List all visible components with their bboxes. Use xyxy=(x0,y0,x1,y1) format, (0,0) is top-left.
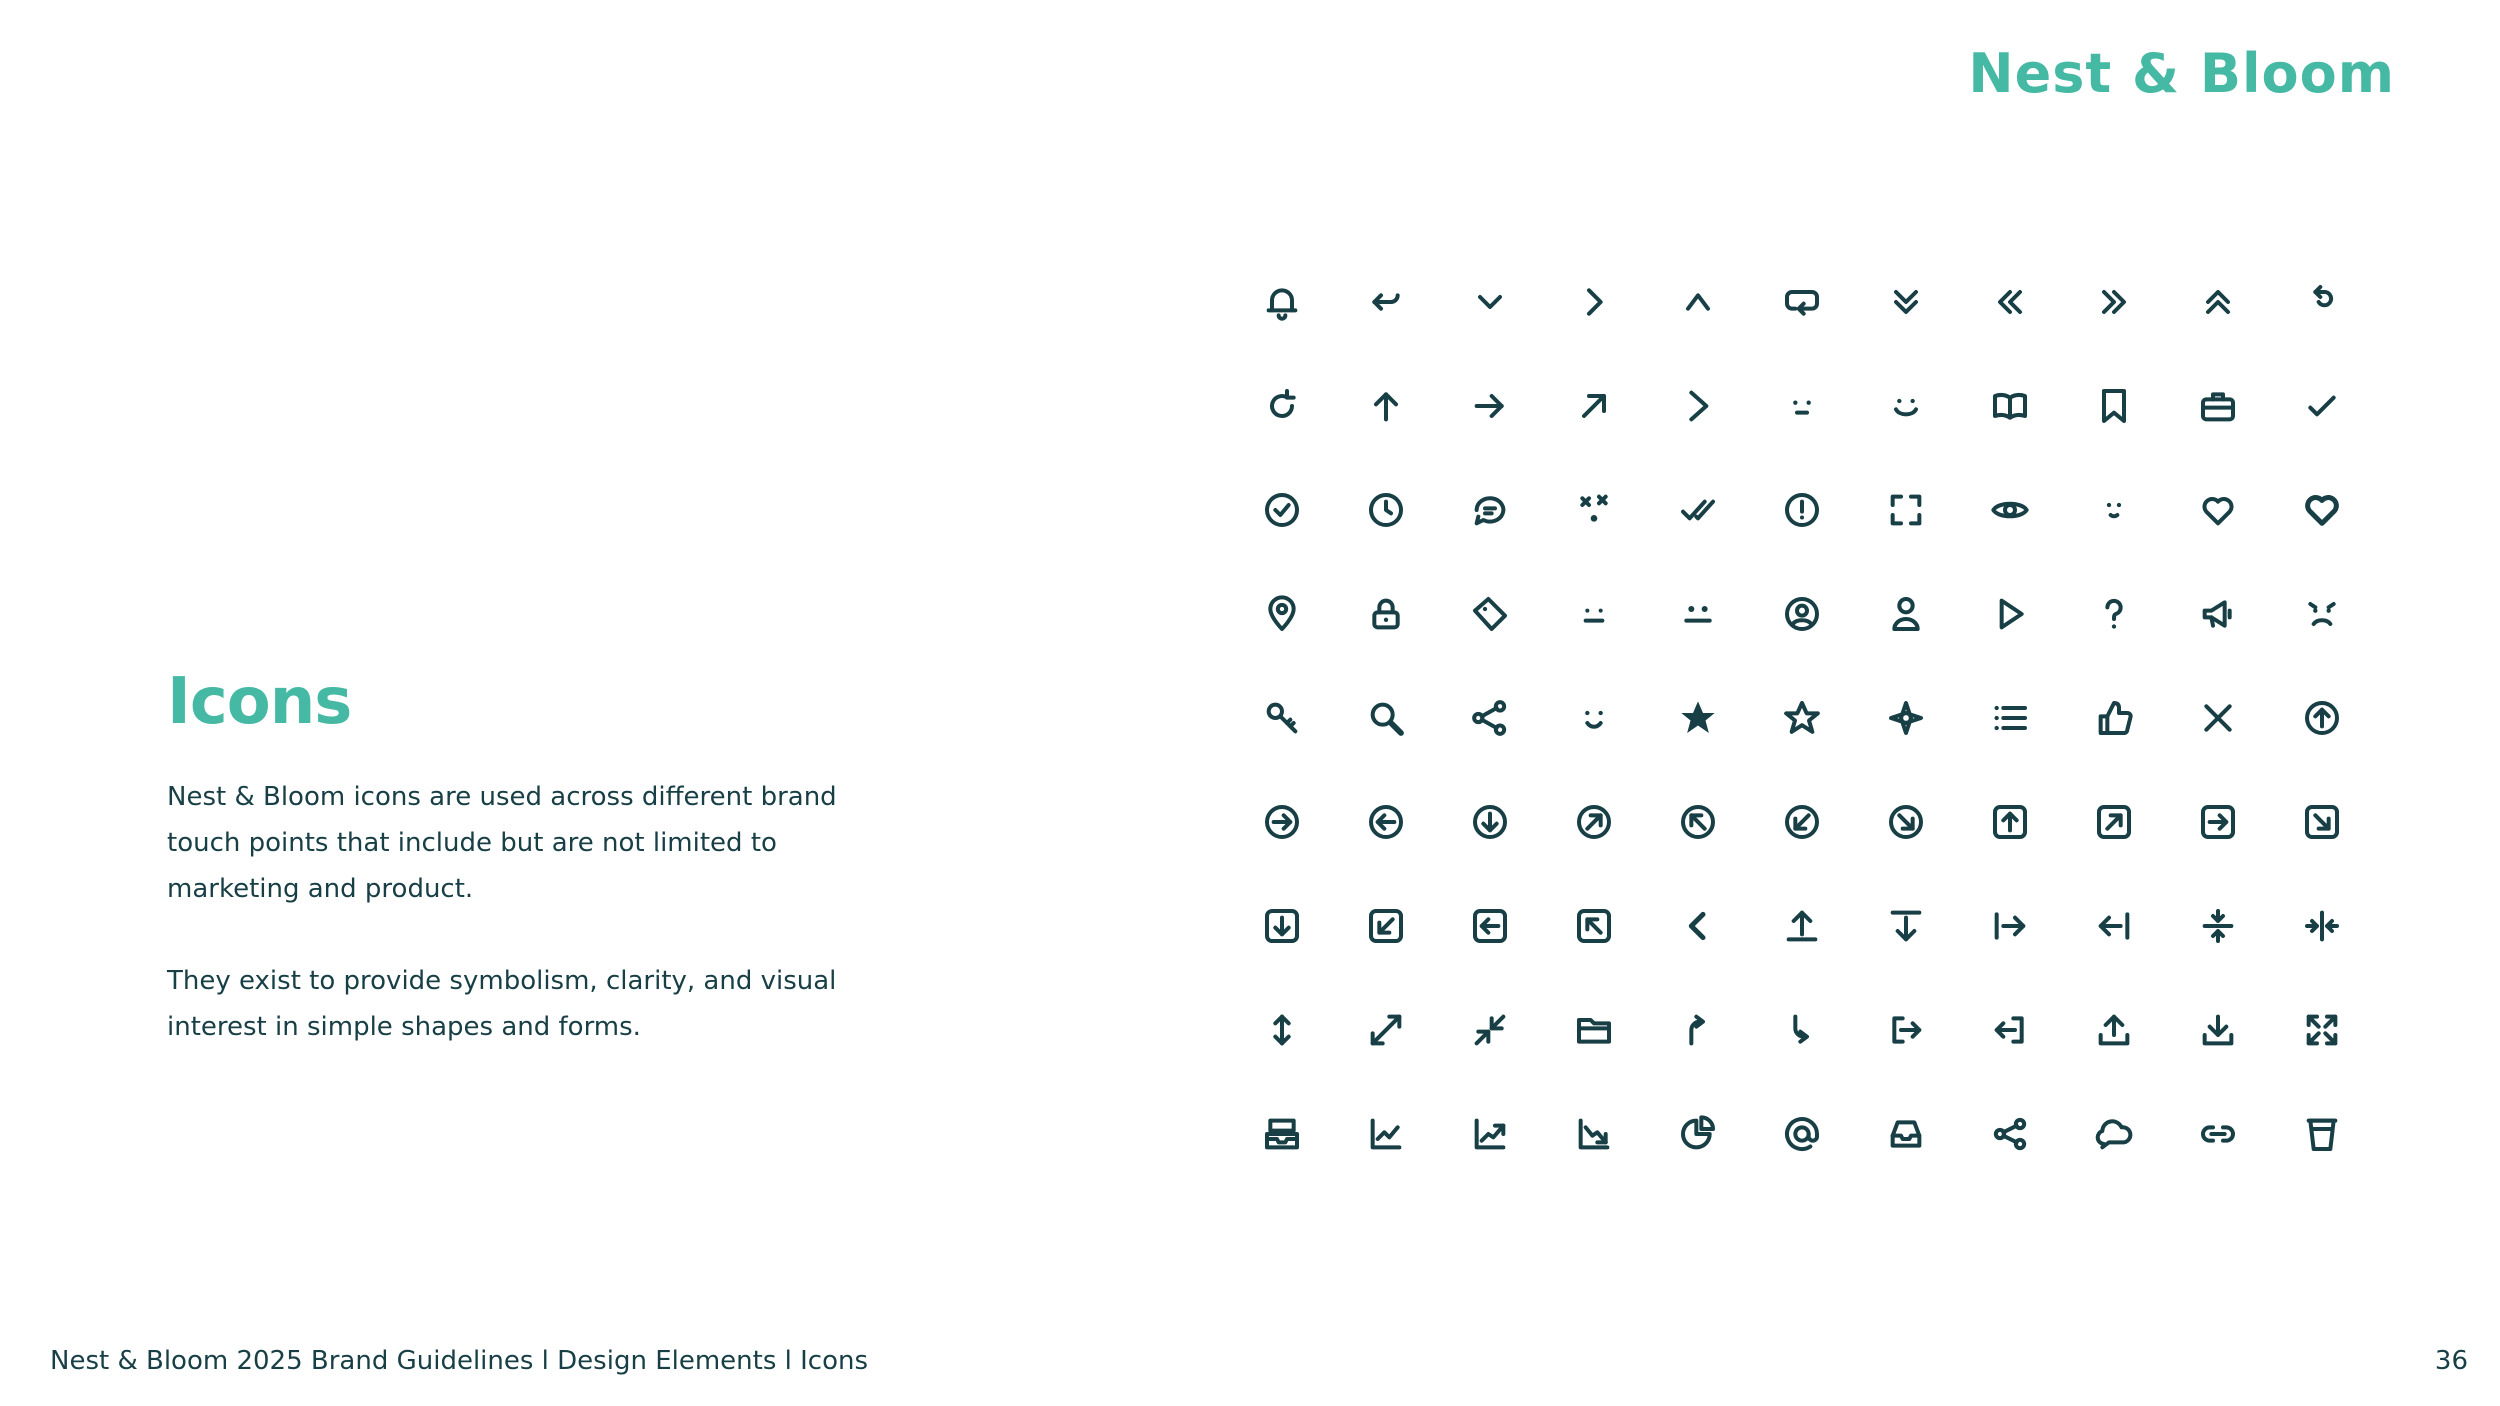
description-paragraph-2: They exist to provide symbolism, clarity, and visual interest in simple shapes and forms. xyxy=(167,966,837,1042)
sparkle-icon xyxy=(1542,458,1646,562)
rotate-icon xyxy=(1230,354,1334,458)
double-chevron-right-icon xyxy=(2062,250,2166,354)
chevron-right-icon xyxy=(1542,250,1646,354)
list-icon xyxy=(1958,666,2062,770)
tag-icon xyxy=(1438,562,1542,666)
location-pin-icon xyxy=(1230,562,1334,666)
brand-logo: Nest & Bloom xyxy=(1968,42,2395,105)
star-outline-icon xyxy=(1750,666,1854,770)
section-title: Icons xyxy=(167,665,352,739)
arrow-up-left-circle-icon xyxy=(1646,770,1750,874)
close-icon xyxy=(2166,666,2270,770)
face-sad-icon xyxy=(2270,562,2374,666)
arrow-left-square-icon xyxy=(1438,874,1542,978)
heart-outline-icon xyxy=(2166,458,2270,562)
arrows-vertical-icon xyxy=(1230,978,1334,1082)
section-description xyxy=(167,774,847,1096)
clock-icon xyxy=(1334,458,1438,562)
cloud-chat-icon xyxy=(2062,1082,2166,1186)
double-chevron-up-icon xyxy=(2166,250,2270,354)
arrow-turn-up-icon xyxy=(1646,978,1750,1082)
arrow-up-circle-icon xyxy=(2270,666,2374,770)
double-chevron-down-icon xyxy=(1854,250,1958,354)
arrow-up-right-square-icon xyxy=(2062,770,2166,874)
face-wink-icon xyxy=(1542,666,1646,770)
fullscreen-icon xyxy=(1854,458,1958,562)
alert-circle-icon xyxy=(1750,458,1854,562)
face-dots-icon xyxy=(1646,562,1750,666)
chevron-left-icon xyxy=(1646,874,1750,978)
arrow-right-square-icon xyxy=(2166,770,2270,874)
eye-icon xyxy=(1958,458,2062,562)
face-smile-icon xyxy=(1854,354,1958,458)
arrow-up-square-icon xyxy=(1958,770,2062,874)
bell-icon xyxy=(1230,250,1334,354)
chart-line-icon xyxy=(1334,1082,1438,1186)
bookmark-icon xyxy=(2062,354,2166,458)
link-icon xyxy=(2166,1082,2270,1186)
page-number: 36 xyxy=(2434,1346,2468,1376)
chart-down-icon xyxy=(1542,1082,1646,1186)
play-icon xyxy=(1958,562,2062,666)
chevron-up-icon xyxy=(1646,250,1750,354)
arrow-down-right-circle-icon xyxy=(1854,770,1958,874)
arrow-down-square-icon xyxy=(1230,874,1334,978)
pie-chart-icon xyxy=(1646,1082,1750,1186)
lock-icon xyxy=(1334,562,1438,666)
loop-arrow-icon xyxy=(1750,250,1854,354)
arrow-right-icon xyxy=(1438,354,1542,458)
expand-corners-icon xyxy=(2270,978,2374,1082)
person-icon xyxy=(1854,562,1958,666)
search-icon xyxy=(1334,666,1438,770)
inbox-icon xyxy=(1854,1082,1958,1186)
arrow-down-left-square-icon xyxy=(1334,874,1438,978)
double-chevron-left-icon xyxy=(1958,250,2062,354)
arrow-down-right-square-icon xyxy=(2270,770,2374,874)
thumbs-up-icon xyxy=(2062,666,2166,770)
chart-up-icon xyxy=(1438,1082,1542,1186)
arrow-left-bar-icon xyxy=(2062,874,2166,978)
refresh-icon xyxy=(2270,250,2374,354)
sparkle-diamond-icon xyxy=(1854,666,1958,770)
at-sign-icon xyxy=(1750,1082,1854,1186)
logout-icon xyxy=(1854,978,1958,1082)
upload-bar-icon xyxy=(1750,874,1854,978)
login-icon xyxy=(1958,978,2062,1082)
user-circle-icon xyxy=(1750,562,1854,666)
arrow-down-circle-icon xyxy=(1438,770,1542,874)
megaphone-icon xyxy=(2166,562,2270,666)
check-circle-icon xyxy=(1230,458,1334,562)
arrow-up-left-square-icon xyxy=(1542,874,1646,978)
expand-icon xyxy=(1334,978,1438,1082)
caret-right-icon xyxy=(1646,354,1750,458)
arrow-down-left-circle-icon xyxy=(1750,770,1854,874)
double-check-icon xyxy=(1646,458,1750,562)
download-tray-icon xyxy=(2166,978,2270,1082)
book-icon xyxy=(1958,354,2062,458)
collapse-vertical-icon xyxy=(2166,874,2270,978)
icon-grid xyxy=(1230,250,2374,1186)
arrow-up-right-circle-icon xyxy=(1542,770,1646,874)
upload-tray-icon xyxy=(2062,978,2166,1082)
face-neutral-icon xyxy=(1750,354,1854,458)
key-icon xyxy=(1230,666,1334,770)
folder-icon xyxy=(1542,978,1646,1082)
arrow-right-bar-icon xyxy=(1958,874,2062,978)
star-filled-icon xyxy=(1646,666,1750,770)
cup-icon xyxy=(2270,1082,2374,1186)
face-small-icon xyxy=(2062,458,2166,562)
arrow-up-right-icon xyxy=(1542,354,1646,458)
check-icon xyxy=(2270,354,2374,458)
inbox-stack-icon xyxy=(1230,1082,1334,1186)
question-icon xyxy=(2062,562,2166,666)
download-bar-icon xyxy=(1854,874,1958,978)
chevron-down-icon xyxy=(1438,250,1542,354)
heart-icon xyxy=(2270,458,2374,562)
description-paragraph-1: Nest & Bloom icons are used across different brand touch points that include but are not limited to marketing and product. xyxy=(167,782,837,904)
arrow-up-icon xyxy=(1334,354,1438,458)
briefcase-icon xyxy=(2166,354,2270,458)
arrow-left-circle-icon xyxy=(1334,770,1438,874)
footer-text: Nest & Bloom 2025 Brand Guidelines l Design Elements l Icons xyxy=(50,1346,869,1376)
shrink-icon xyxy=(1438,978,1542,1082)
collapse-horizontal-icon xyxy=(2270,874,2374,978)
share-nodes-icon xyxy=(1958,1082,2062,1186)
arrow-turn-down-icon xyxy=(1750,978,1854,1082)
chat-icon xyxy=(1438,458,1542,562)
arrow-right-circle-icon xyxy=(1230,770,1334,874)
share-icon xyxy=(1438,666,1542,770)
arrow-curve-left-icon xyxy=(1334,250,1438,354)
face-flat-icon xyxy=(1542,562,1646,666)
